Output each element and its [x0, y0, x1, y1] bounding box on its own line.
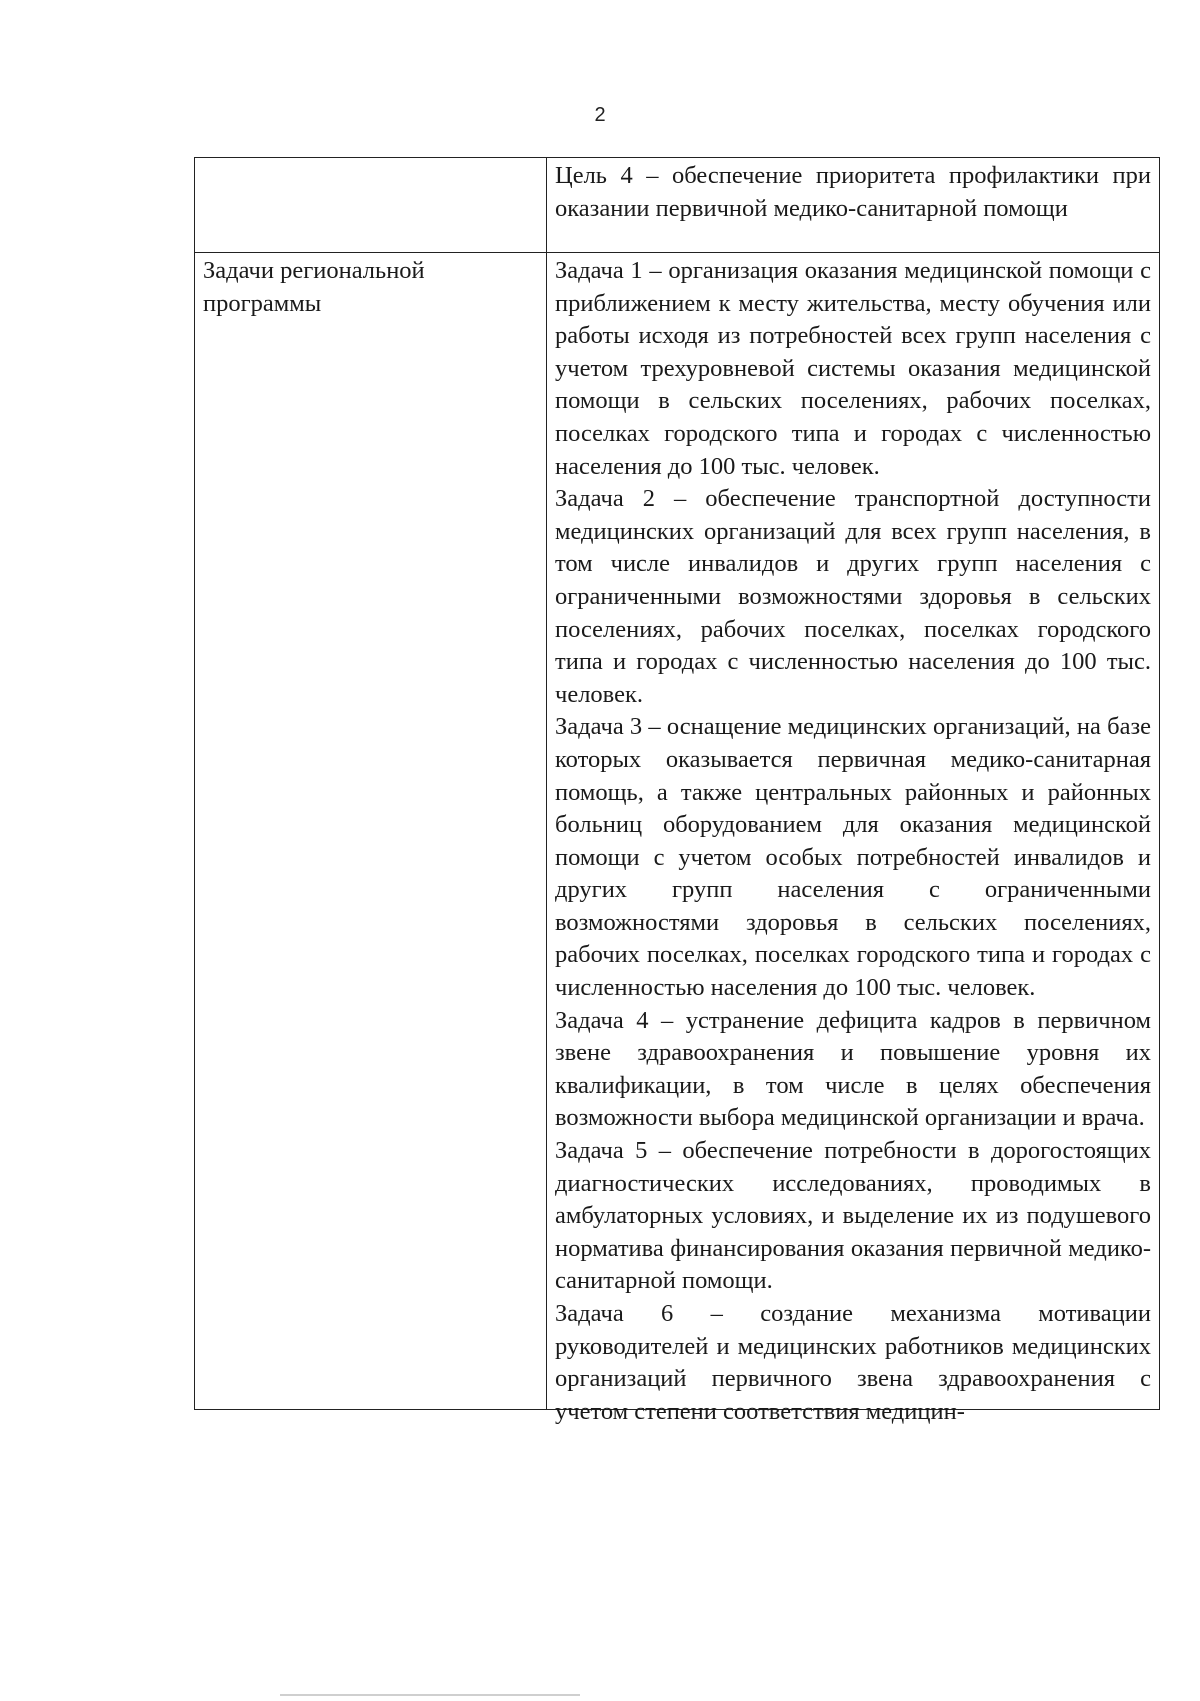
- table-row-goal: [195, 158, 1160, 253]
- tasks-label-cell: [195, 253, 547, 1410]
- program-table: [194, 157, 1160, 1425]
- task-5-text: Задача 5 – обеспечение потребности в дорогостоящих диагностических исследованиях, проводимых в амбулаторных условиях, и выделение их из подушевого норматива финансирования оказания первичной медико-санитарной помощи.: [555, 1137, 1151, 1295]
- goal-left-cell: [195, 158, 547, 253]
- tasks-list: [555, 255, 1151, 1425]
- task-2-text: Задача 2 – обеспечение транспортной доступности медицинских организаций для всех групп населения, в том числе инвалидов и других групп населения с ограниченными возможностями здоровья в сельских поселениях, рабочих поселках, поселках городского типа и городах с численностью населения до 100 тыс. человек.: [555, 485, 1151, 708]
- task-4-text: Задача 4 – устранение дефицита кадров в первичном звене здравоохранения и повышение уровня их квалификации, в том числе в целях обеспечения возможности выбора медицинской организации и врача.: [555, 1006, 1151, 1132]
- task-1-text: Задача 1 – организация оказания медицинской помощи с приближением к месту жительства, месту обучения или работы исходя из потребностей всех групп населения с учетом трехуровневой системы оказания медицинской помощи в сельских поселениях, рабочих поселках, поселках городского типа и городах с численностью населения до 100 тыс. человек.: [555, 257, 1151, 480]
- table-row-tasks: [195, 253, 1160, 1410]
- page-number: 2: [594, 104, 606, 126]
- goal-text-cell: [547, 158, 1160, 253]
- goal-4-text: Цель 4 – обеспечение приоритета профилактики при оказании первичной медико-санитарной помощи: [555, 162, 1151, 222]
- scan-artifact-line: [280, 1694, 580, 1696]
- task-6-text: Задача 6 – создание механизма мотивации руководителей и медицинских работников медицинских организаций первичного звена здравоохранения с учетом степени соответствия медицин-: [555, 1300, 1151, 1425]
- task-3-text: Задача 3 – оснащение медицинских организаций, на базе которых оказывается первичная медико-санитарная помощь, а также центральных районных и районных больниц оборудованием для оказания медицинской помощи с учетом особых потребностей инвалидов и других групп населения с ограниченными возможностями здоровья в сельских поселениях, рабочих поселках, поселках городского типа и городах с численностью населения до 100 тыс. человек.: [555, 713, 1151, 1002]
- tasks-text-cell: [547, 253, 1160, 1425]
- tasks-label: Задачи региональной программы: [203, 257, 425, 317]
